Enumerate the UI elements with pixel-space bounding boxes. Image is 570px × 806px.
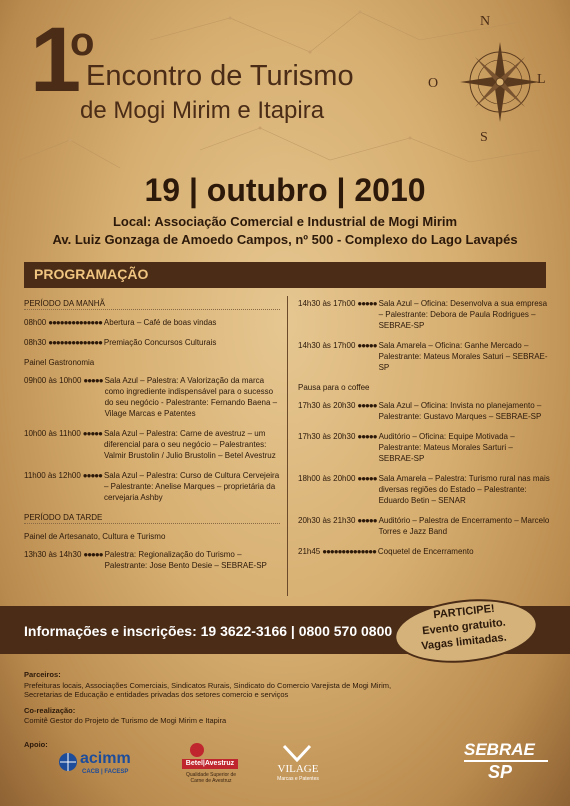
schedule-item [24,375,280,419]
schedule-bullets: ●●●●●●●●●●●●●● [48,318,102,327]
morning-list [24,317,280,348]
schedule-time: 17h30 às 20h30 [298,401,356,410]
page-subtitle: de Mogi Mirim e Itapira [80,97,325,124]
partners-text-1: Prefeituras locais, Associações Comerciais, Sindicatos Rurais, Sindicato do Comercio Varejista de Mogi Mirim, [24,681,392,690]
corealization-text: Comitê Gestor do Projeto de Turismo de Mogi Mirim e Itapira [24,716,227,725]
schedule-item [24,317,280,328]
schedule-bullets: ●●●●● [82,429,102,438]
badge-line-1: PARTICIPE! [432,602,496,622]
contact-info: Informações e inscrições: 19 3622-3166 | 0800 570 0800 [24,623,393,639]
schedule-item [298,298,550,331]
schedule-item [298,546,550,557]
program-right-column [298,298,550,566]
schedule-bullets: ●●●●● [357,299,377,308]
betel-logo [180,742,240,792]
schedule-bullets: ●●●●● [83,550,103,559]
schedule-time: 08h00 [24,318,47,327]
compass-o: O [428,76,439,91]
schedule-time: 09h00 às 10h00 [24,376,82,385]
schedule-item [24,428,280,461]
schedule-time: 08h30 [24,338,47,347]
ostrich-icon [188,742,206,758]
schedule-description: Coquetel de Encerramento [377,547,474,556]
schedule-description: Sala Amarela – Oficina: Ganhe Mercado – Palestrante: Mateus Morales Saturi – SEBRAE-SP [378,341,548,372]
schedule-item [24,549,280,571]
schedule-description: Palestra: Regionalização do Turismo – Palestrante: Jose Bento Desie – SEBRAE-SP [104,550,267,570]
vilage-name: VILAGE [277,763,319,775]
corealization-label: Co-realização: [24,706,76,715]
schedule-bullets: ●●●●● [83,376,103,385]
program-title: PROGRAMAÇÃO [34,266,149,282]
sebrae-name: SEBRAE [464,740,535,759]
vilage-sub: Marcas e Patentes [277,776,319,782]
acimm-sub: CACB | FACESP [82,769,129,775]
panel-gastronomy: Painel Gastronomia [24,358,95,367]
event-address: Av. Luiz Gonzaga de Amoedo Campos, nº 500 - Complexo do Lago Lavapés [52,232,518,247]
globe-icon [58,752,78,772]
period-morning: PERÍODO DA MANHÃ [24,298,280,310]
schedule-description: Sala Azul – Oficina: Invista no planejamento – Palestrante: Gustavo Marques – SEBRAE-SP [378,401,542,421]
sebrae-sp: SP [488,762,513,782]
schedule-description: Sala Azul – Palestra: Carne de avestruz – um diferencial para o seu negócio – Palestrantes: Valmir Brustolin / Julio Brustolin – Betel Avestruz [103,429,276,460]
schedule-bullets: ●●●●● [357,516,377,525]
schedule-description: Abertura – Café de boas vindas [103,318,217,327]
schedule-bullets: ●●●●● [357,401,377,410]
schedule-description: Auditório – Palestra de Encerramento – Marcelo Torres e Jazz Band [378,516,550,536]
schedule-bullets: ●●●●● [357,432,377,441]
schedule-time: 10h00 às 11h00 [24,429,81,438]
schedule-bullets: ●●●●● [357,474,377,483]
edition-ordinal: o [70,20,95,64]
schedule-bullets: ●●●●● [357,341,377,350]
schedule-time: 18h00 às 20h00 [298,474,356,483]
schedule-item [298,400,550,422]
schedule-description: Sala Azul – Oficina: Desenvolva a sua empresa – Palestrante: Debora de Paula Rodrigues – SEBRAE-SP [378,299,548,330]
schedule-item [298,473,550,506]
schedule-item [24,337,280,348]
event-date: 19 | outubro | 2010 [144,172,426,208]
badge-line-2: Evento gratuito. [421,616,507,638]
gastronomy-list [24,375,280,503]
schedule-bullets: ●●●●●●●●●●●●●● [322,547,376,556]
schedule-description: Sala Amarela – Palestra: Turismo rural nas mais diversas regiões do Estado – Palestrante: Eduardo Betin – SENAR [378,474,550,505]
edition-number: 1 [30,9,78,111]
betel-sub: Qualidade Superior de Carne de Avestruz [185,772,237,784]
schedule-time: 17h30 às 20h30 [298,432,356,441]
period-afternoon: PERÍODO DA TARDE [24,512,280,524]
afternoon-list-1 [298,298,550,373]
crafts-list [24,549,280,571]
schedule-bullets: ●●●●●●●●●●●●●● [48,338,102,347]
program-left-column [24,298,280,580]
vilage-mark-icon [282,744,312,762]
afternoon-list-2 [298,400,550,557]
schedule-time: 14h30 às 17h00 [298,341,356,350]
compass-s: S [480,130,488,145]
schedule-time: 20h30 às 21h30 [298,516,356,525]
betel-name: Betel|Avestruz [182,759,238,769]
panel-crafts: Painel de Artesanato, Cultura e Turismo [24,532,166,541]
compass-l: L [537,72,546,87]
schedule-item [24,470,280,503]
schedule-description: Sala Azul – Palestra: A Valorização da marca como ingrediente indispensável para o sucesso do seu negócio - Palestrante: Fernando Baena – Vilage Marcas e Patentes [104,376,278,418]
coffee-break: Pausa para o coffee [298,383,370,392]
page-title: Encontro de Turismo [86,60,354,92]
schedule-time: 13h30 às 14h30 [24,550,82,559]
support-label: Apoio: [24,740,48,749]
schedule-item [298,340,550,373]
partners-label: Parceiros: [24,670,61,679]
compass-n: N [480,14,491,29]
event-location: Local: Associação Comercial e Industrial de Mogi Mirim [112,214,458,229]
partners-text-2: Secretarias de Educação e entidades privadas dos setores comercio e serviços [24,690,289,699]
vilage-logo [262,744,334,784]
acimm-name: acimm [80,750,131,767]
schedule-item [298,515,550,537]
sebrae-logo [464,740,548,786]
schedule-time: 11h00 às 12h00 [24,471,81,480]
badge-line-3: Vagas limitadas. [420,631,508,653]
acimm-logo [58,748,131,782]
schedule-time: 21h45 [298,547,321,556]
schedule-time: 14h30 às 17h00 [298,299,356,308]
schedule-item [298,431,550,464]
schedule-bullets: ●●●●● [82,471,102,480]
schedule-description: Premiação Concursos Culturais [103,338,217,347]
column-divider [287,296,288,596]
schedule-description: Auditório – Oficina: Equipe Motivada – Palestrante: Mateus Morales Sarturi – SEBRAE-SP [378,432,515,463]
schedule-description: Sala Azul – Palestra: Curso de Cultura Cervejeira – Palestrante: Anelise Marques – proprietária da cervejaria Ashby [103,471,280,502]
